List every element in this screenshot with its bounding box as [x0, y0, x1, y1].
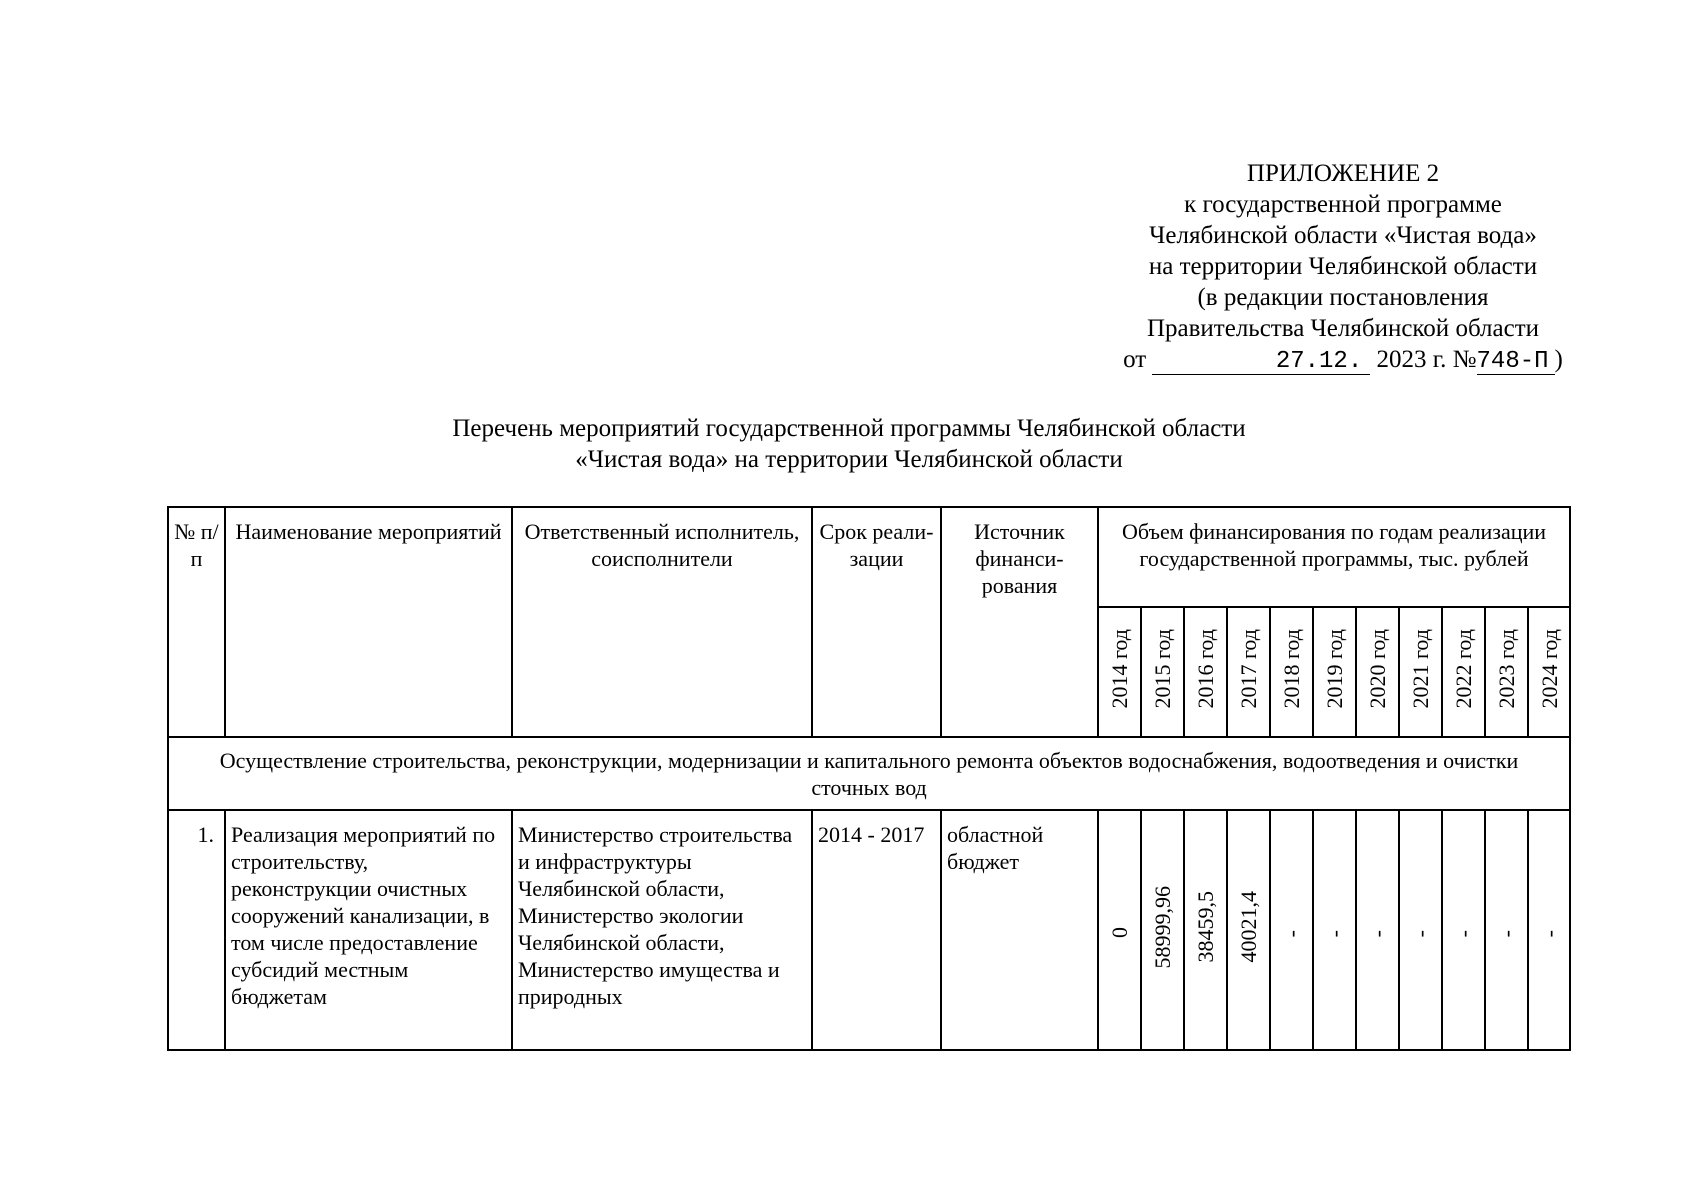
value-cell [1442, 810, 1485, 1050]
measures-table [167, 506, 1571, 1051]
value-cell [1227, 810, 1270, 1050]
value-cell [1098, 810, 1141, 1050]
section-row [168, 737, 1570, 810]
year-label: 2024 год [1536, 629, 1562, 709]
year-header-cell [1356, 607, 1399, 737]
resolution-number: 748-П [1477, 350, 1555, 375]
value-text: - [1536, 930, 1562, 938]
value-text: 40021,4 [1236, 891, 1261, 963]
year-header-cell [1227, 607, 1270, 737]
value-text: 58999,96 [1150, 885, 1175, 969]
section-title: Осуществление строительства, реконструкции, модернизации и капитального ремонта объектов водоснабжения, водоотведения и очистки сточных вод [168, 737, 1570, 810]
document-title [0, 413, 1698, 475]
year-label: 2016 год [1193, 629, 1218, 709]
year-label: 2021 год [1408, 629, 1433, 709]
header-term: Срок реали-зации [812, 507, 941, 737]
year-label: 2015 год [1150, 629, 1175, 709]
value-text: 38459,5 [1193, 891, 1218, 963]
title-line-2: «Чистая вода» на территории Челябинской области [575, 446, 1123, 473]
value-text: - [1451, 930, 1476, 938]
appendix-resolution-line [1103, 344, 1583, 375]
value-cell [1356, 810, 1399, 1050]
value-text: 0 [1107, 926, 1132, 938]
row-executor: Министерство строительства и инфраструктуры Челябинской области, Министерство экологии Челябинской области, Министерство имущества и природных [512, 810, 812, 1050]
appendix-block [1103, 158, 1583, 375]
year-text: 2023 г. № [1376, 346, 1477, 373]
appendix-line: к государственной программе [1184, 191, 1502, 218]
year-header-cell [1270, 607, 1313, 737]
year-label: 2017 год [1236, 629, 1261, 709]
value-cell [1528, 810, 1570, 1050]
value-text: - [1408, 930, 1433, 938]
header-name: Наименование мероприятий [225, 507, 512, 737]
value-cell [1399, 810, 1442, 1050]
appendix-line: Правительства Челябинской области [1146, 315, 1540, 342]
value-cell [1141, 810, 1184, 1050]
row-name: Реализация мероприятий по строительству, реконструкции очистных сооружений канализации, в том числе предоставление субсидий местным бюджетам [225, 810, 512, 1050]
header-executor: Ответственный исполнитель, соисполнители [512, 507, 812, 737]
year-label: 2014 год [1107, 629, 1132, 709]
value-cell [1270, 810, 1313, 1050]
year-header-cell [1141, 607, 1184, 737]
appendix-line: Челябинской области «Чистая вода» [1149, 222, 1537, 249]
header-row [168, 507, 1570, 607]
year-header-cell [1184, 607, 1227, 737]
year-header-cell [1442, 607, 1485, 737]
title-line-1: Перечень мероприятий государственной программы Челябинской области [452, 415, 1246, 442]
header-source: Источник финанси-рования [941, 507, 1098, 737]
appendix-line: ПРИЛОЖЕНИЕ 2 [1246, 160, 1440, 187]
year-label: 2022 год [1451, 629, 1476, 709]
value-text: - [1322, 930, 1347, 938]
resolution-date: 27.12. [1152, 350, 1370, 375]
year-header-cell [1485, 607, 1528, 737]
year-header-cell [1098, 607, 1141, 737]
row-num: 1. [168, 810, 225, 1050]
value-text: - [1494, 930, 1519, 938]
appendix-line: (в редакции постановления [1197, 284, 1489, 311]
year-label: 2019 год [1322, 629, 1347, 709]
from-label: от [1123, 346, 1147, 373]
row-source: областной бюджет [941, 810, 1098, 1050]
value-cell [1313, 810, 1356, 1050]
year-header-cell [1528, 607, 1570, 737]
year-header-cell [1399, 607, 1442, 737]
value-text: - [1279, 930, 1304, 938]
value-cell [1485, 810, 1528, 1050]
header-funding: Объем финансирования по годам реализации государственной программы, тыс. рублей [1098, 507, 1570, 607]
row-term: 2014 - 2017 [812, 810, 941, 1050]
year-label: 2023 год [1494, 629, 1519, 709]
close-paren: ) [1554, 346, 1563, 373]
year-label: 2018 год [1279, 629, 1304, 709]
value-cell [1184, 810, 1227, 1050]
year-label: 2020 год [1365, 629, 1390, 709]
value-text: - [1365, 930, 1390, 938]
year-header-cell [1313, 607, 1356, 737]
appendix-line: на территории Челябинской области [1148, 253, 1538, 280]
table-row [168, 810, 1570, 1050]
header-num: № п/п [168, 507, 225, 737]
